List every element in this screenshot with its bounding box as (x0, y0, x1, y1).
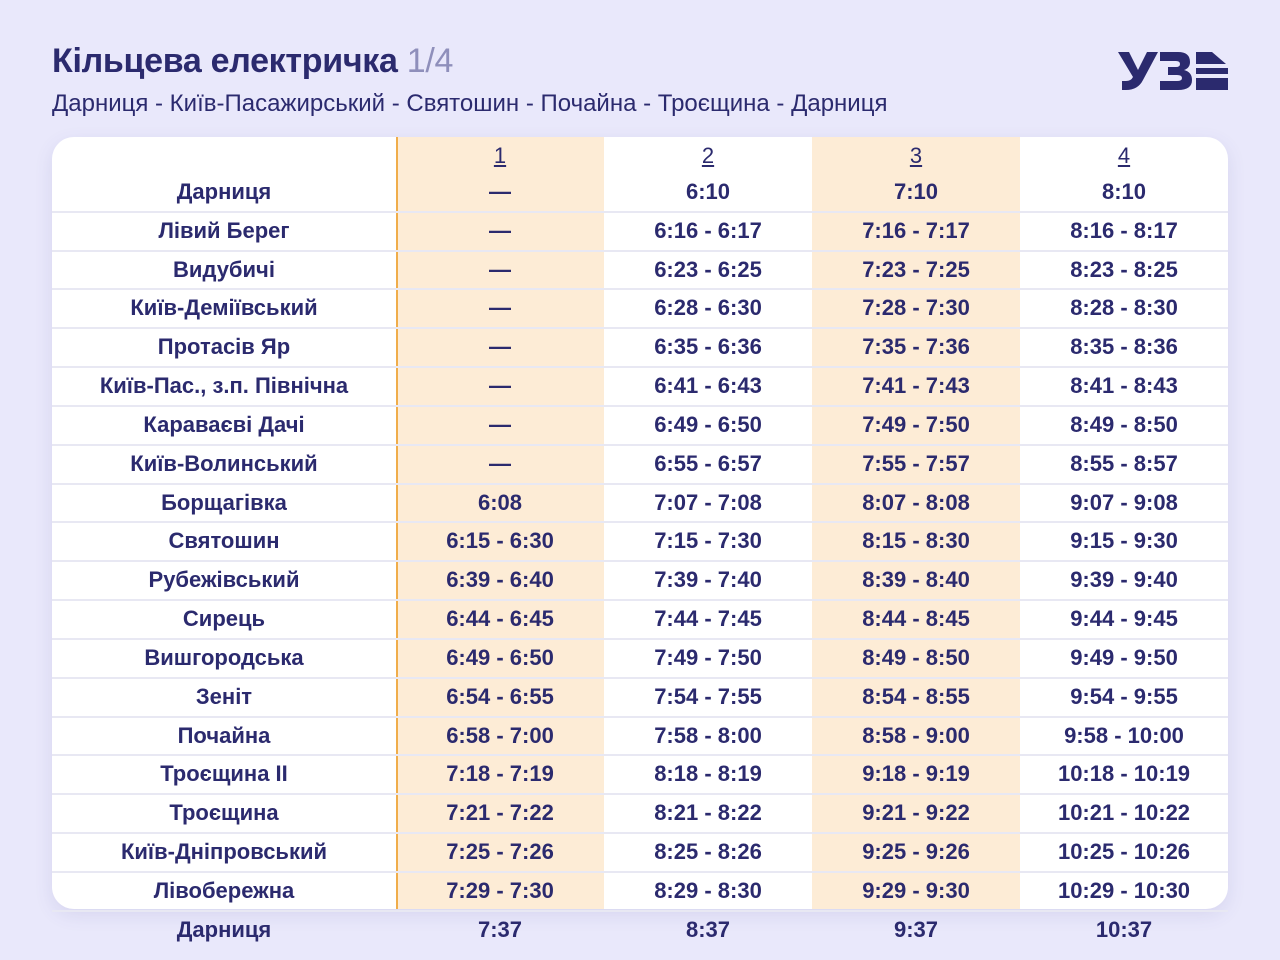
time-cell: 7:55 - 7:57 (862, 450, 970, 476)
time-cell: 8:18 - 8:19 (654, 761, 762, 787)
time-cell: 8:55 - 8:57 (1070, 450, 1178, 476)
time-cell: 7:25 - 7:26 (446, 839, 554, 865)
time-cell: 7:21 - 7:22 (446, 800, 554, 826)
time-cell: 6:16 - 6:17 (654, 217, 762, 243)
route-subtitle: Дарниця - Київ-Пасажирський - Святошин - Почайна - Троєщина - Дарниця (52, 90, 888, 117)
train-column-link-1[interactable]: 1 (493, 143, 507, 168)
station-name: Троєщина (169, 800, 279, 826)
time-cell: 6:41 - 6:43 (654, 373, 762, 399)
time-cell: 10:21 - 10:22 (1057, 800, 1191, 826)
station-name: Дарниця (176, 179, 272, 204)
time-cell: 6:10 (685, 179, 731, 204)
time-cell: 6:35 - 6:36 (654, 334, 762, 360)
time-cell: 8:25 - 8:26 (654, 839, 762, 865)
table-row (52, 523, 1228, 562)
time-cell: 8:35 - 8:36 (1070, 334, 1178, 360)
station-name: Святошин (168, 528, 280, 554)
time-cell: 9:58 - 10:00 (1064, 722, 1184, 748)
time-cell: 9:49 - 9:50 (1070, 644, 1178, 670)
time-cell: 6:23 - 6:25 (654, 256, 762, 282)
time-cell: — (489, 179, 511, 204)
timetable-header (52, 137, 1228, 175)
time-cell: 6:49 - 6:50 (446, 644, 554, 670)
time-cell: 8:16 - 8:17 (1070, 217, 1178, 243)
time-cell: — (489, 217, 511, 243)
time-cell: — (489, 373, 511, 399)
station-name: Київ-Волинський (130, 450, 318, 476)
time-cell: 6:08 (477, 489, 523, 515)
time-cell: 10:18 - 10:19 (1057, 761, 1191, 787)
time-cell: 6:58 - 7:00 (446, 722, 554, 748)
time-cell: 6:44 - 6:45 (446, 606, 554, 632)
time-cell: 8:23 - 8:25 (1070, 256, 1178, 282)
table-row (52, 562, 1228, 601)
time-cell: 8:21 - 8:22 (654, 800, 762, 826)
time-cell: 7:10 (893, 179, 939, 204)
train-column-link-4[interactable]: 4 (1117, 143, 1131, 168)
uz-logo-icon (1116, 48, 1230, 94)
time-cell: 9:15 - 9:30 (1070, 528, 1178, 554)
time-cell: 9:39 - 9:40 (1070, 567, 1178, 593)
station-name: Рубежівський (148, 567, 300, 593)
time-cell: 7:15 - 7:30 (654, 528, 762, 554)
time-cell: 9:54 - 9:55 (1070, 683, 1178, 709)
station-name: Борщагівка (161, 489, 287, 515)
table-row (52, 446, 1228, 485)
table-row (52, 679, 1228, 718)
table-row (52, 368, 1228, 407)
station-name: Лівобережна (153, 877, 295, 903)
time-cell: 10:25 - 10:26 (1057, 839, 1191, 865)
table-row (52, 407, 1228, 446)
time-cell: 9:44 - 9:45 (1070, 606, 1178, 632)
time-cell: 9:25 - 9:26 (862, 839, 970, 865)
station-name: Київ-Пас., з.п. Північна (99, 373, 349, 399)
station-name: Зеніт (195, 683, 253, 709)
table-row (52, 174, 1228, 213)
table-row (52, 290, 1228, 329)
time-cell: — (489, 450, 511, 476)
station-name: Протасів Яр (157, 334, 291, 360)
table-row (52, 640, 1228, 679)
time-cell: 8:07 - 8:08 (862, 489, 970, 515)
time-cell: 7:54 - 7:55 (654, 683, 762, 709)
time-cell: 8:39 - 8:40 (862, 567, 970, 593)
title-text: Кільцева електричка (52, 42, 398, 80)
timetable-card (52, 137, 1228, 942)
page-title (52, 42, 453, 81)
station-name: Почайна (177, 722, 271, 748)
time-cell: — (489, 334, 511, 360)
train-column-link-3[interactable]: 3 (909, 143, 923, 168)
station-name: Караваєві Дачі (143, 411, 305, 437)
station-name: Київ-Деміївський (130, 295, 318, 321)
time-cell: 9:18 - 9:19 (862, 761, 970, 787)
time-cell: — (489, 411, 511, 437)
time-cell: 9:21 - 9:22 (862, 800, 970, 826)
time-cell: 7:49 - 7:50 (654, 644, 762, 670)
time-cell: 10:29 - 10:30 (1057, 877, 1191, 903)
table-row (52, 718, 1228, 757)
time-cell: 6:55 - 6:57 (654, 450, 762, 476)
time-cell: 7:35 - 7:36 (862, 334, 970, 360)
time-cell: — (489, 256, 511, 282)
station-name: Сирець (182, 606, 266, 632)
time-cell: 8:58 - 9:00 (862, 722, 970, 748)
time-cell: 9:07 - 9:08 (1070, 489, 1178, 515)
time-cell: 8:49 - 8:50 (862, 644, 970, 670)
time-cell: 8:28 - 8:30 (1070, 295, 1178, 321)
time-cell: 7:29 - 7:30 (446, 877, 554, 903)
time-cell: 8:37 (685, 916, 731, 942)
time-cell: 8:54 - 8:55 (862, 683, 970, 709)
time-cell: 7:23 - 7:25 (862, 256, 970, 282)
table-row (52, 252, 1228, 291)
table-row (52, 329, 1228, 368)
table-row (52, 834, 1228, 873)
time-cell: 9:37 (893, 916, 939, 942)
station-name: Київ-Дніпровський (120, 839, 328, 865)
table-row (52, 912, 1228, 949)
time-cell: 6:28 - 6:30 (654, 295, 762, 321)
table-row (52, 485, 1228, 524)
time-cell: 7:39 - 7:40 (654, 567, 762, 593)
time-cell: 6:49 - 6:50 (654, 411, 762, 437)
time-cell: 9:29 - 9:30 (862, 877, 970, 903)
time-cell: 7:28 - 7:30 (862, 295, 970, 321)
station-name: Дарниця (176, 916, 272, 942)
time-cell: 7:37 (477, 916, 523, 942)
time-cell: 8:10 (1101, 179, 1147, 204)
time-cell: 10:37 (1095, 916, 1153, 942)
time-cell: 7:49 - 7:50 (862, 411, 970, 437)
time-cell: 8:15 - 8:30 (862, 528, 970, 554)
time-cell: 7:07 - 7:08 (654, 489, 762, 515)
time-cell: 8:44 - 8:45 (862, 606, 970, 632)
table-row (52, 601, 1228, 640)
table-row (52, 213, 1228, 252)
time-cell: 6:54 - 6:55 (446, 683, 554, 709)
station-name: Видубичі (173, 256, 275, 282)
time-cell: 6:39 - 6:40 (446, 567, 554, 593)
time-cell: 7:44 - 7:45 (654, 606, 762, 632)
timetable-rows (52, 174, 1228, 949)
page-indicator: 1/4 (406, 42, 454, 80)
table-row (52, 873, 1228, 912)
station-name: Троєщина II (160, 761, 288, 787)
time-cell: 7:58 - 8:00 (654, 722, 762, 748)
station-name: Вишгородська (144, 644, 304, 670)
time-cell: 8:49 - 8:50 (1070, 411, 1178, 437)
time-cell: 8:29 - 8:30 (654, 877, 762, 903)
time-cell: 6:15 - 6:30 (446, 528, 554, 554)
time-cell: 7:18 - 7:19 (446, 761, 554, 787)
station-name: Лівий Берег (158, 217, 290, 243)
time-cell: 7:41 - 7:43 (862, 373, 970, 399)
table-row (52, 795, 1228, 834)
train-column-link-2[interactable]: 2 (701, 143, 715, 168)
time-cell: 7:16 - 7:17 (862, 217, 970, 243)
time-cell: 8:41 - 8:43 (1070, 373, 1178, 399)
time-cell: — (489, 295, 511, 321)
table-row (52, 756, 1228, 795)
